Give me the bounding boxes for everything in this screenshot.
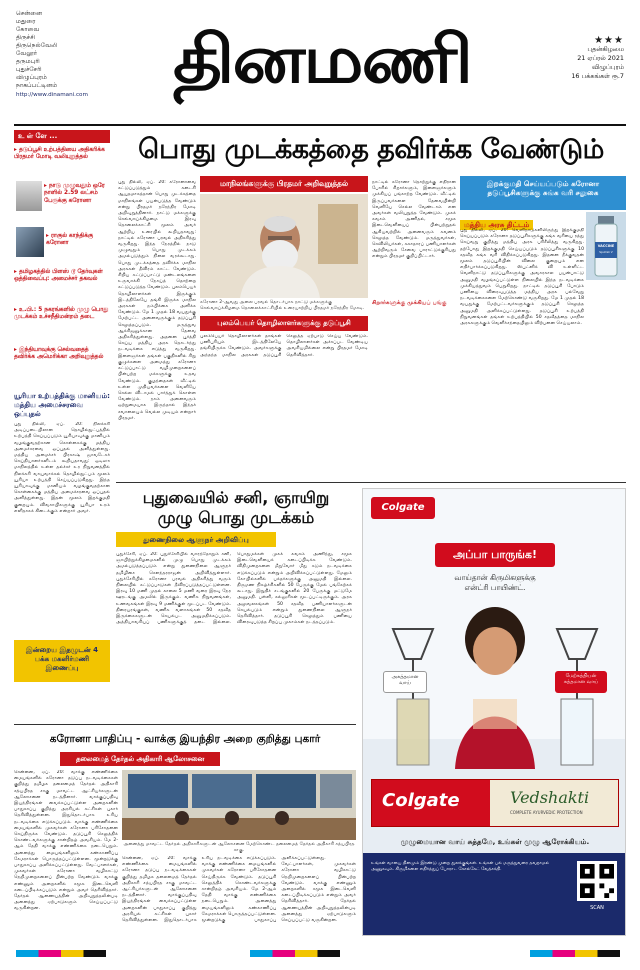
vaccine-vial (586, 212, 626, 280)
rating-stars: ★★★ (594, 35, 624, 46)
lead-sub-kicker: புலம்பெயர் தொழிலாளர்களுக்கு தடுப்பூசி (200, 316, 368, 331)
vaccine-head: இறக்குமதி செய்யப்படும் கரோனா தடுப்பூசிகளுக்கு சுங்க வரி சலுகை (486, 179, 600, 197)
bottom-body-cols: சென்னை, ஏப். 20: வாக்கு எண்ணிக்கை மையங்களில் கரோனா தடுப்பு நடவடிக்கைகள் குறித்து தமிழக தலைமைத் தேர்தல் அதிகாரி சத்யபிரத சாகு மாவட்ட ஆட்சியர்களுடன் ஆலோசனை நடத்தினார். வாக்குப்பதிவு இயந்திரங்கள் வைக்கப்பட்டுள்ள அறைகளின் பாதுகாப்பு குறித்து அரசியல் கட்சிகள் புகார் தெரிவித்துள்ளன. இதுதொடர்பாக உரிய நடவடிக்கை எடுக்கப்படும். வாக்கு எண்ணிக்கை மையங்களில் முகவர்கள் கரோனா பரிசோதனை செய்திருக்க வேண்டும். தடுப்பூசி செலுத்திக் கொண்டவர்களுக்கு சான்றிதழ் அவசியம். மே 2-ஆம் தேதி வாக்கு எண்ணிக்கை நடைபெறும். அனைத்து மையங்களிலும் கண்காணிப்பு கேமராக்கள் பொருத்தப்பட்டுள்ளன. மூன்றடுக்கு பாதுகாப்பு அளிக்கப்பட்டுள்ளது. வேட்பாளர்கள், முகவர்கள் கரோனா வழிகாட்டு நெறிமுறைகளைப் பின்பற்ற வேண்டும். வாக்கு எண்ணும் அறைகளில் சமூக இடைவெளி கடைப்பிடிக்கப்படும் என்றும் அவர் தெரிவித்தார். தேர்தல் ஆணையத்தின் அறிவுறுத்தலின்படி அனைத்து ஏற்பாடுகளும் செய்யப்பட்டு வருகின்றன. (122, 856, 356, 924)
qr-label: SCAN (590, 905, 604, 911)
pm-photo (200, 194, 368, 298)
day: புதன்கிழமை (587, 45, 624, 53)
inside-header: உ ள் ளே ... (14, 130, 110, 143)
vaccine-plan: மத்திய அரசு திட்டம் (460, 212, 570, 226)
inside-item[interactable]: ▸ நாடு முழுவதும் ஒரே நாளில் 2.59 லட்சம் பேருக்கு கரோனா (44, 183, 105, 204)
ad-footer-line: முழுமையான வாய் சுத்தமே, உங்கள் முழு ஆரோக்கியம். (400, 837, 590, 846)
edition-city: வேலூர் (16, 50, 38, 57)
bottom-body-col1: சென்னை, ஏப். 20: வாக்கு எண்ணிக்கை மையங்களில் கரோனா தடுப்பு நடவடிக்கைகள் குறித்து தமிழக தலைமைத் தேர்தல் அதிகாரி சத்யபிரத சாகு மாவட்ட ஆட்சியர்களுடன் ஆலோசனை நடத்தினார். வாக்குப்பதிவு இயந்திரங்கள் வைக்கப்பட்டுள்ள அறைகளின் பாதுகாப்பு குறித்து அரசியல் கட்சிகள் புகார் தெரிவித்துள்ளன. இதுதொடர்பாக உரிய நடவடிக்கை எடுக்கப்படும். வாக்கு எண்ணிக்கை மையங்களில் முகவர்கள் கரோனா பரிசோதனை செய்திருக்க வேண்டும். தடுப்பூசி செலுத்திக் கொண்டவர்களுக்கு சான்றிதழ் அவசியம். மே 2-ஆம் தேதி வாக்கு எண்ணிக்கை நடைபெறும். அனைத்து மையங்களிலும் கண்காணிப்பு கேமராக்கள் பொருத்தப்பட்டுள்ளன. மூன்றடுக்கு பாதுகாப்பு அளிக்கப்பட்டுள்ளது. வேட்பாளர்கள், முகவர்கள் கரோனா வழிகாட்டு நெறிமுறைகளைப் பின்பற்ற வேண்டும். வாக்கு எண்ணும் அறைகளில் சமூக இடைவெளி கடைப்பிடிக்கப்படும் என்றும் அவர் தெரிவித்தார். தேர்தல் ஆணையத்தின் அறிவுறுத்தலின்படி அனைத்து ஏற்பாடுகளும் செய்யப்பட்டு வருகின்றன. (14, 770, 118, 912)
pm-illustration (200, 194, 368, 298)
qr-code[interactable] (577, 861, 617, 901)
edition-cities (16, 10, 96, 99)
urea-story-head: யூரியா உற்பத்திக்கு மானியம்: மத்திய அமைச்சரவை ஒப்புதல் (14, 392, 110, 418)
masthead-logo (172, 14, 472, 106)
edition-city: சென்னை (16, 10, 43, 17)
ad-fine-print-box (363, 853, 626, 936)
left-glass-label: அசுத்தமான வாய் (383, 671, 427, 693)
pack-sub: COMPLETE AYURVEDIC PROTECTION (510, 810, 583, 815)
right-glass-label: மேற்கத்தியன் சுத்தமான வாய் (555, 671, 607, 693)
lead-body: புது தில்லி, ஏப். 20: கரோனாவை கட்டுப்படுத்தும் கடைசி ஆயுதமாகத்தான் பொது முடக்கத்தை மாநிலங்கள் பயன்படுத்த வேண்டும் என்று பிரதமர் நரேந்திர மோடி அறிவுறுத்தினார். நாட்டு மக்களுக்கு செவ்வாய்க்கிழமை இரவு தொலைக்காட்சி மூலம் அவர் ஆற்றிய உரையில் கூறியதாவது: நாட்டில் கரோனா பரவல் அதிகரித்து வருகிறது. இந்த நேரத்தில் நாடு முழுவதும் பொது முடக்கம் அமல்படுத்தும் நிலை வரக்கூடாது. பொது முடக்கத்தை தவிர்க்க மாநில அரசுகள் தீவிரம் காட்ட வேண்டும். சிறிய கட்டுப்பாட்டு மண்டலங்களை உருவாக்கி நோய்த் தொற்றை கட்டுப்படுத்த வேண்டும். புலம்பெயர் தொழிலாளர்கள் இருக்கும் இடத்திலேயே தங்கி இருக்க மாநில அரசுகள் நம்பிக்கை அளிக்க வேண்டும். மே 1 முதல் 18 வயதுக்கு மேற்பட்ட அனைவருக்கும் தடுப்பூசி செலுத்தப்படும். மருத்துவ ஆக்சிஜனுக்கான தேவை அதிகரித்துள்ளது. அதனை பூர்த்தி செய்ய மத்திய அரசு தொடர்ந்து நடவடிக்கை எடுத்து வருகிறது. இளைஞர்கள் தங்கள் பகுதிகளில் சிறு குழுக்களை அமைத்து கரோனா கட்டுப்பாட்டு வழிமுறைகளைப் பின்பற்ற மக்களுக்கு உதவ வேண்டும். குழந்தைகள் வீட்டில் உள்ள முதியவர்களை வெளியே செல்ல விடாமல் பார்த்துக் கொள்ள வேண்டும். நாம் அனைவரும் ஒற்றுமையாக இருந்தால் இந்தச் சவாலையும் வெல்ல முடியும் என்றார் பிரதமர். (118, 180, 196, 421)
tagline-banner: அப்பா பாருங்க! (435, 543, 555, 567)
color-strip (530, 950, 620, 957)
vial-label: VACCINE (597, 244, 615, 248)
inside-list (14, 145, 110, 387)
inside-item[interactable]: ▸ ராகுல் காந்திக்கு கரோனா (46, 233, 93, 247)
urea-story-body: புது தில்லி, ஏப். 20: நிலக்கரி அடிப்படையிலான தொழில்நுட்பத்தில் உற்பத்தி செய்யப்படும் யூரியாவுக்கு மானியம் வழங்குவதற்கான கொள்கைக்கு மத்திய அமைச்சரவை ஒப்புதல் அளித்துள்ளது. மத்திய அமைச்சர் பிரகாஷ் ஜாவடேகர் செய்தியாளர்களிடம் கூறியதாவது: ஒடிஸா மாநிலத்தில் உள்ள தல்ச்சர் உர நிறுவனத்தில் நிலக்கரி வாயுவாக்கல் தொழில்நுட்பம் மூலம் யூரியா உற்பத்தி செய்யப்படுகிறது. இந்த யூரியாவுக்கு மானியம் வழங்குவதற்கான கொள்கைக்கு மத்திய அமைச்சரவை ஒப்புதல் அளித்துள்ளது. இதன் மூலம் இறக்குமதி குறையும். விவசாயிகளுக்கு யூரியா உரம் எளிதாகக் கிடைக்கும் என்றார் அவர். (14, 422, 110, 514)
bottom-rule (14, 724, 356, 725)
ad-subline: வாய்தான் கிருமிகளுக்கு என்ட்ரி பாயிண்ட். (454, 573, 536, 592)
bottom-headline: கரோனா பாதிப்பு - வாக்கு இயந்திர அறை குறித்து புகார் (49, 733, 321, 745)
lead-col3: நாட்டில் கரோனா தொற்றுக்கு எதிரான போரில் சிறார்களும், இளைஞர்களும் முக்கியப் பங்காற்ற வேண்டும். வீட்டில் இருப்பவர்களை தேவையின்றி வெளியே செல்ல வேண்டாம் என அவர்கள் வலியுறுத்த வேண்டும். முகக் கவசம் அணிதல், சமூக இடைவெளியைப் பின்பற்றுதல் ஆகியவற்றில் அனைவரும் கவனம் செலுத்த வேண்டும். மருத்துவர்கள், செவிலியர்கள், சுகாதாரப் பணியாளர்கள் ஆற்றிவரும் சேவை பாராட்டுக்குரியது என்றும் பிரதமர் குறிப்பிட்டார். (372, 180, 456, 260)
inside-item[interactable]: ▸ இந்தியாவுக்கு செல்வதைத் தவிர்க்க அமெரிக்கா அறிவுறுத்தல் (14, 347, 104, 361)
color-strip (250, 950, 340, 957)
masthead-info (514, 36, 624, 81)
color-strip (16, 950, 106, 957)
date: 21 ஏப்ரல் 2021 (577, 54, 624, 62)
ad-fine-print: உங்கள் வாயை தினமும் இரண்டு முறை துலக்குங்கள். உங்கள் பல் மருத்துவரை தவறாமல் அணுகவும். கிருமிகளை எதிர்த்துப் போராட கோல்கேட் வேத்சக்தி. (371, 861, 549, 872)
bottom-kicker: தலைமைத் தேர்தல் அதிகாரி ஆலோசனை (60, 752, 220, 766)
inside-item[interactable]: ▸ தடுப்பூசி உற்பத்தியை அதிகரிக்க பிரதமர் மோடி வலியுறுத்தல் (14, 147, 105, 161)
meeting-caption: அனைத்து மாவட்ட தேர்தல் அதிகாரிகளுடன் ஆலோசனை மேற்கொண்ட தலைமைத் தேர்தல் அதிகாரி சத்யபிரத சாகு. (123, 842, 355, 853)
pack-brand: Colgate (382, 790, 460, 811)
lead-kicker: மாநிலங்களுக்கு பிரதமர் அறிவுறுத்தல் (200, 176, 368, 192)
toothpaste-pack (371, 779, 619, 827)
edition-city: தருமபுரி (16, 58, 40, 65)
edition-city: நாகப்பட்டினம் (16, 82, 58, 89)
qr-code-icon (580, 864, 614, 898)
inside-item-photo (16, 227, 44, 257)
meeting-illustration (122, 770, 356, 840)
inside-item[interactable]: ▸ உ.பி.: 5 நகரங்களில் முழு பொது முடக்கம் உச்சநீதிமன்றம் தடை (14, 307, 109, 321)
meeting-photo (122, 770, 356, 840)
tamil-date: விழுப்புரம் (591, 63, 624, 71)
puducherry-head: புதுவையில் சனி, ஞாயிறு முழு பொது முடக்கம் (142, 488, 330, 527)
pm-photo-caption: கரோனா 2-ஆவது அலை பரவல் தொடர்பாக நாட்டு மக்களுக்கு செவ்வாய்க்கிழமை தொலைக்காட்சியில் உரையாற்றிய பிரதமர் நரேந்திர மோடி. (200, 300, 365, 311)
colgate-ad[interactable] (362, 488, 626, 936)
vaccine-head-box (460, 176, 626, 210)
lead-col3-head: சிறார்களுக்கு முக்கியப் பங்கு (372, 300, 456, 307)
colgate-logo: Colgate (371, 497, 435, 519)
pages-price: 16 பக்கங்கள் ரூ.7 (571, 72, 624, 80)
puducherry-body: புதுச்சேரி, ஏப். 20: புதுச்சேரியில் வாரந்தோறும் சனி, ஞாயிற்றுக்கிழமைகளில் முழு பொது முடக்கம் அமல்படுத்தப்படும் என்று துணைநிலை ஆளுநர் தமிழிசை செளந்தரராஜன் அறிவித்துள்ளார். புதுச்சேரியில் கரோனா பரவல் அதிகரித்து வரும் நிலையில் கட்டுப்பாடுகள் தீவிரப்படுத்தப்பட்டுள்ளன. இரவு 10 மணி முதல் காலை 5 மணி வரை இரவு நேர ஊரடங்கு அமலில் இருக்கும். வணிக நிறுவனங்கள், உணவகங்கள் இரவு 9 மணிக்குள் மூடப்பட வேண்டும். திரையரங்குகள், வணிக வளாகங்கள் 50 சதவீத இருக்கைகளுடன் செயல்பட அனுமதிக்கப்படும். அத்தியாவசியப் பணிகளுக்குத் தடை இல்லை. பொதுமக்கள் முகக் கவசம் அணிந்து, சமூக இடைவெளியைக் கடைப்பிடிக்க வேண்டும். விதிமுறைகளை மீறுவோர் மீது கடும் நடவடிக்கை எடுக்கப்படும் என்றும் அறிவிக்கப்பட்டுள்ளது. மேலும் கோயில்களில் பக்தர்களுக்கு அனுமதி இல்லை. திருமண நிகழ்ச்சிகளில் 50 பேருக்கு மேல் பங்கேற்கக் கூடாது. இறுதிச் சடங்குகளில் 20 பேருக்கு மட்டுமே அனுமதி. பள்ளி, கல்லூரிகள் மூடப்பட்டிருக்கும். அரசு அலுவலகங்கள் 50 சதவீத பணியாளர்களுடன் செயல்படும் என்றும் துணைநிலை ஆளுநர் தெரிவித்தார். தடுப்பூசி செலுத்தும் பணியை விரைவுபடுத்த சிறப்பு முகாம்கள் நடத்தப்படும். (116, 552, 352, 626)
vial-sub: Sputnik V (599, 250, 613, 254)
website-url[interactable]: http://www.dinamani.com (16, 92, 88, 98)
edition-city: கோவை (16, 26, 40, 33)
inside-item[interactable]: ▸ தமிழகத்தில் பிளஸ் டூ தேர்வுகள் ஒத்திவைப்பு: அமைச்சர் தகவல் (14, 269, 103, 283)
edition-city: விழுப்புரம் (16, 74, 48, 81)
masthead-title: தினமணி (173, 21, 471, 98)
vaccine-body: புது தில்லி, ஏப். 20: வெளிநாடுகளிலிருந்து இறக்குமதி செய்யப்படும் கரோனா தடுப்பூசிகளுக்கு சுங்க வரியை ரத்து செய்வது குறித்து மத்திய அரசு பரிசீலித்து வருகிறது. தற்போது இறக்குமதி செய்யப்படும் தடுப்பூசிகளுக்கு 10 சதவீத சுங்க வரி விதிக்கப்படுகிறது. இதனை நீக்குவதன் மூலம் தடுப்பூசியின் விலை குறையும் என எதிர்பார்க்கப்படுகிறது. ஸ்புட்னிக் வி உள்ளிட்ட வெளிநாட்டு தடுப்பூசிகளுக்கு அவசரகால பயன்பாட்டு அனுமதி வழங்கப்பட்டுள்ள நிலையில் இந்த நடவடிக்கை முக்கியத்துவம் பெறுகிறது. நாட்டில் தடுப்பூசி போடும் பணியை விரைவுபடுத்த மத்திய அரசு பல்வேறு நடவடிக்கைகளை மேற்கொண்டு வருகிறது. மே 1 முதல் 18 வயதுக்கு மேற்பட்டவர்களுக்கும் தடுப்பூசி செலுத்த அனுமதி அளிக்கப்பட்டுள்ளது. தடுப்பூசி உற்பத்தி நிறுவனங்கள் தங்கள் உற்பத்தியில் 50 சதவீதத்தை மாநில அரசுகளுக்கும் வெளிச்சந்தையிலும் விற்பனை செய்யலாம். (460, 228, 584, 327)
edition-city: புதுச்சேரி (16, 66, 42, 73)
edition-city: திருநெல்வேலி (16, 42, 58, 49)
lead-sub-body: புலம்பெயர் தொழிலாளர்கள் தாங்கள் பணிபுரியும் இடத்திலேயே தங்கியிருக்க வேண்டும். அவர்களுக்கு அந்தந்த மாநில அரசுகள் தடுப்பூசி செலுத்த ஏற்பாடு செய்ய வேண்டும். தொழிலாளர்கள் அச்சப்பட வேண்டிய அவசியமில்லை என்று பிரதமர் மோடி தெரிவித்தார். (200, 334, 368, 358)
inside-item-photo (16, 181, 42, 211)
section-rule (116, 482, 626, 483)
edition-city: மதுரை (16, 18, 36, 25)
supplement-box (14, 640, 110, 682)
main-headline: பொது முடக்கத்தை தவிர்க்க வேண்டும் (138, 134, 604, 165)
masthead-rule (14, 124, 626, 126)
edition-city: திருச்சி (16, 34, 36, 41)
supplement-text: இன்றைய இதழுடன் 4 பக்க மகளிர்மணி இணைப்பு (26, 646, 98, 672)
pack-product: Vedshakti (510, 788, 590, 807)
puducherry-kicker: துணைநிலை ஆளுநர் அறிவிப்பு (116, 532, 276, 547)
